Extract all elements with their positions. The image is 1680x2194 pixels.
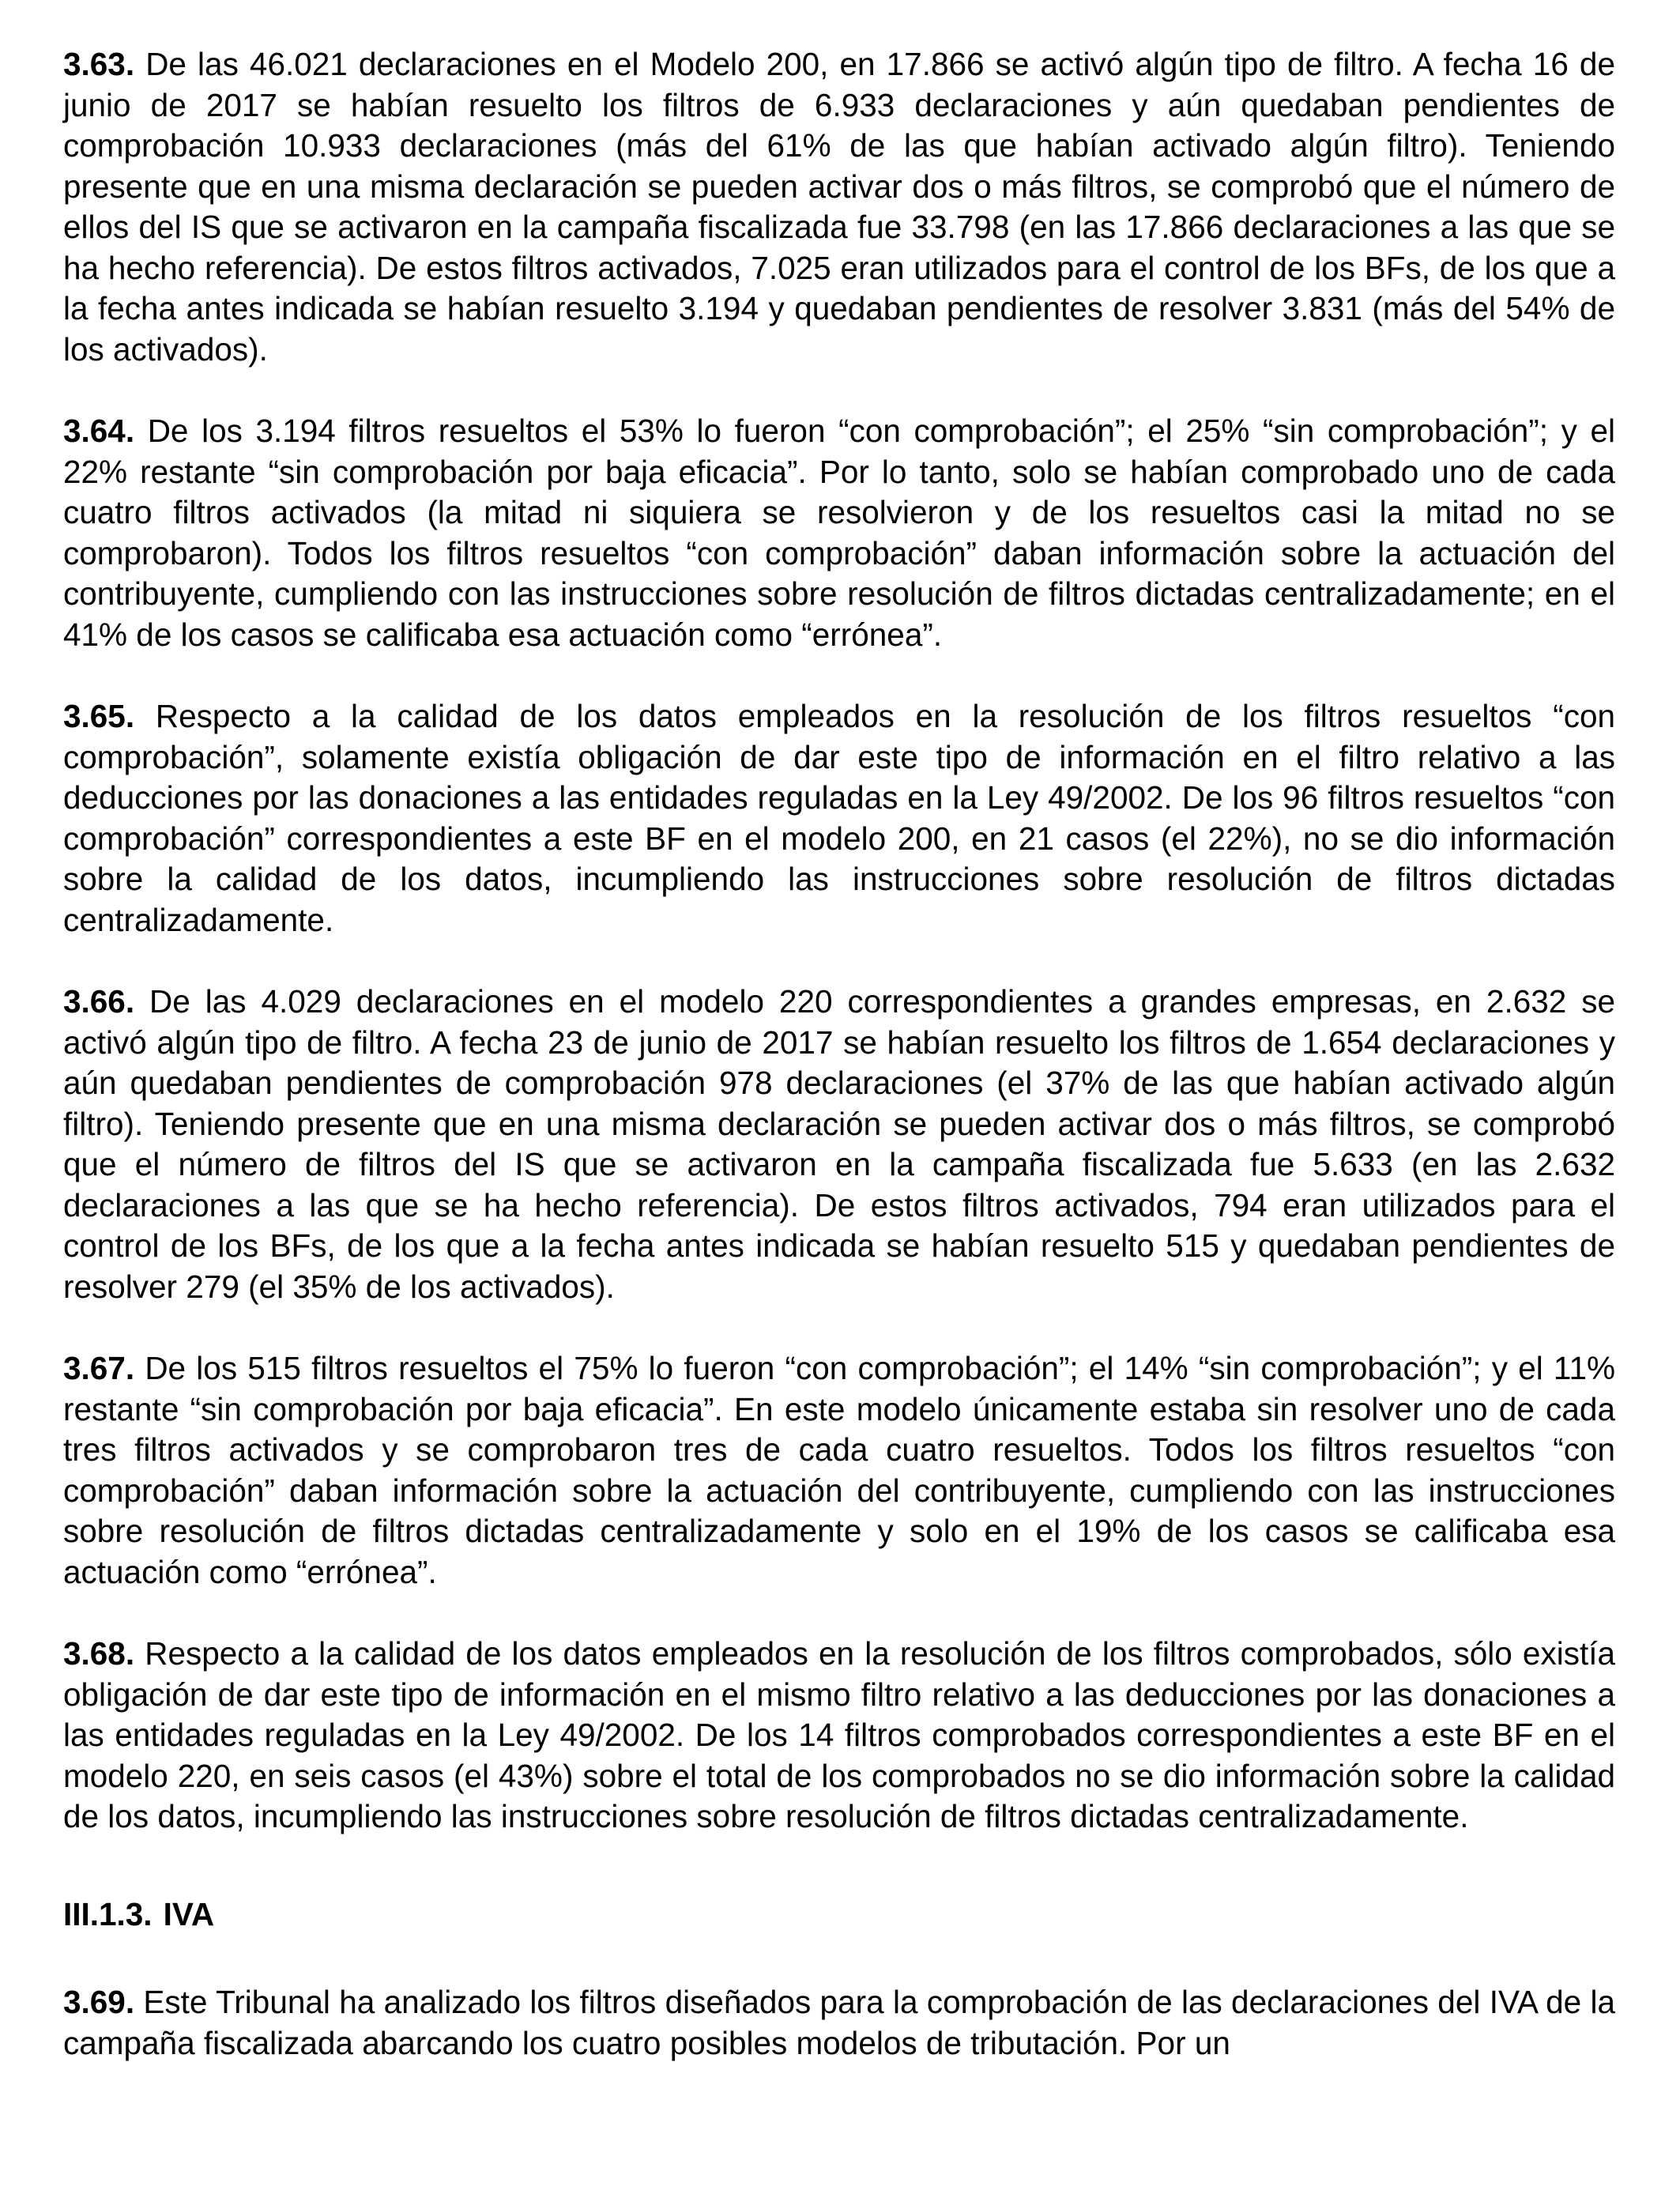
paragraph-3-64 [63, 411, 1615, 655]
paragraph-spacer [63, 1593, 1615, 1634]
paragraph-text: Respecto a la calidad de los datos empleados en la resolución de los filtros comprobados, sólo existía obligación de dar este tipo de información en el mismo filtro relativo a las deducciones por las donaciones a las entidades reguladas en la Ley 49/2002. De los 14 filtros comprobados correspondientes a este BF en el modelo 220, en seis casos (el 43%) sobre el total de los comprobados no se dio información sobre la calidad de los datos, incumpliendo las instrucciones sobre resolución de filtros dictadas centralizadamente. [63, 1635, 1615, 1834]
paragraph-number: 3.69. [63, 1984, 135, 2020]
paragraph-text: De las 46.021 declaraciones en el Modelo 200, en 17.866 se activó algún tipo de filtro. A fecha 16 de junio de 2017 se habían resuelto los filtros de 6.933 declaraciones y aún quedaban pendientes de comprobación 10.933 declaraciones (más del 61% de las que habían activado algún filtro). Teniendo presente que en una misma declaración se pueden activar dos o más filtros, se comprobó que el número de ellos del IS que se activaron en la campaña fiscalizada fue 33.798 (en las 17.866 declaraciones a las que se ha hecho referencia). De estos filtros activados, 7.025 eran utilizados para el control de los BFs, de los que a la fecha antes indicada se habían resuelto 3.194 y quedaban pendientes de resolver 3.831 (más del 54% de los activados). [63, 46, 1615, 368]
paragraph-number: 3.66. [63, 983, 135, 1020]
section-spacer [63, 1838, 1615, 1894]
paragraph-3-66 [63, 982, 1615, 1307]
paragraph-3-67 [63, 1348, 1615, 1593]
paragraph-spacer [63, 1307, 1615, 1348]
paragraph-number: 3.63. [63, 46, 135, 82]
paragraph-text: De los 3.194 filtros resueltos el 53% lo fueron “con comprobación”; el 25% “sin comprobación”; y el 22% restante “sin comprobación por baja eficacia”. Por lo tanto, solo se habían comprobado uno de cada cuatro filtros activados (la mitad ni siquiera se resolvieron y de los resueltos casi la mitad no se comprobaron). Todos los filtros resueltos “con comprobación” daban información sobre la actuación del contribuyente, cumpliendo con las instrucciones sobre resolución de filtros dictadas centralizadamente; en el 41% de los casos se calificaba esa actuación como “errónea”. [63, 413, 1615, 653]
paragraph-3-63 [63, 44, 1615, 370]
paragraph-text: Este Tribunal ha analizado los filtros diseñados para la comprobación de las declaraciones del IVA de la campaña fiscalizada abarcando los cuatro posibles modelos de tributación. Por un [63, 1984, 1615, 2061]
section-title: IVA [163, 1895, 215, 1932]
paragraph-3-68 [63, 1634, 1615, 1838]
paragraph-number: 3.65. [63, 698, 135, 734]
paragraph-spacer [63, 370, 1615, 411]
paragraph-text: Respecto a la calidad de los datos empleados en la resolución de los filtros resueltos “con comprobación”, solamente existía obligación de dar este tipo de información en el filtro relativo a las deducciones por las donaciones a las entidades reguladas en la Ley 49/2002. De los 96 filtros resueltos “con comprobación” correspondientes a este BF en el modelo 200, en 21 casos (el 22%), no se dio información sobre la calidad de los datos, incumpliendo las instrucciones sobre resolución de filtros dictadas centralizadamente. [63, 698, 1615, 938]
document-page [63, 44, 1615, 2064]
section-number: III.1.3. [63, 1895, 153, 1932]
paragraph-3-65 [63, 696, 1615, 941]
paragraph-spacer [63, 941, 1615, 982]
paragraph-text: De los 515 filtros resueltos el 75% lo fueron “con comprobación”; el 14% “sin comprobación”; y el 11% restante “sin comprobación por baja eficacia”. En este modelo únicamente estaba sin resolver uno de cada tres filtros activados y se comprobaron tres de cada cuatro resueltos. Todos los filtros resueltos “con comprobación” daban información sobre la actuación del contribuyente, cumpliendo con las instrucciones sobre resolución de filtros dictadas centralizadamente y solo en el 19% de los casos se calificaba esa actuación como “errónea”. [63, 1350, 1615, 1590]
section-spacer [63, 1935, 1615, 1982]
paragraph-number: 3.67. [63, 1350, 135, 1386]
paragraph-text: De las 4.029 declaraciones en el modelo 220 correspondientes a grandes empresas, en 2.632 se activó algún tipo de filtro. A fecha 23 de junio de 2017 se habían resuelto los filtros de 1.654 declaraciones y aún quedaban pendientes de comprobación 978 declaraciones (el 37% de las que habían activado algún filtro). Teniendo presente que en una misma declaración se pueden activar dos o más filtros, se comprobó que el número de filtros del IS que se activaron en la campaña fiscalizada fue 5.633 (en las 2.632 declaraciones a las que se ha hecho referencia). De estos filtros activados, 794 eran utilizados para el control de los BFs, de los que a la fecha antes indicada se habían resuelto 515 y quedaban pendientes de resolver 279 (el 35% de los activados). [63, 983, 1615, 1305]
paragraph-3-69 [63, 1982, 1615, 2064]
section-heading [63, 1894, 1615, 1936]
paragraph-number: 3.68. [63, 1635, 135, 1672]
paragraph-number: 3.64. [63, 413, 135, 449]
paragraph-spacer [63, 655, 1615, 696]
